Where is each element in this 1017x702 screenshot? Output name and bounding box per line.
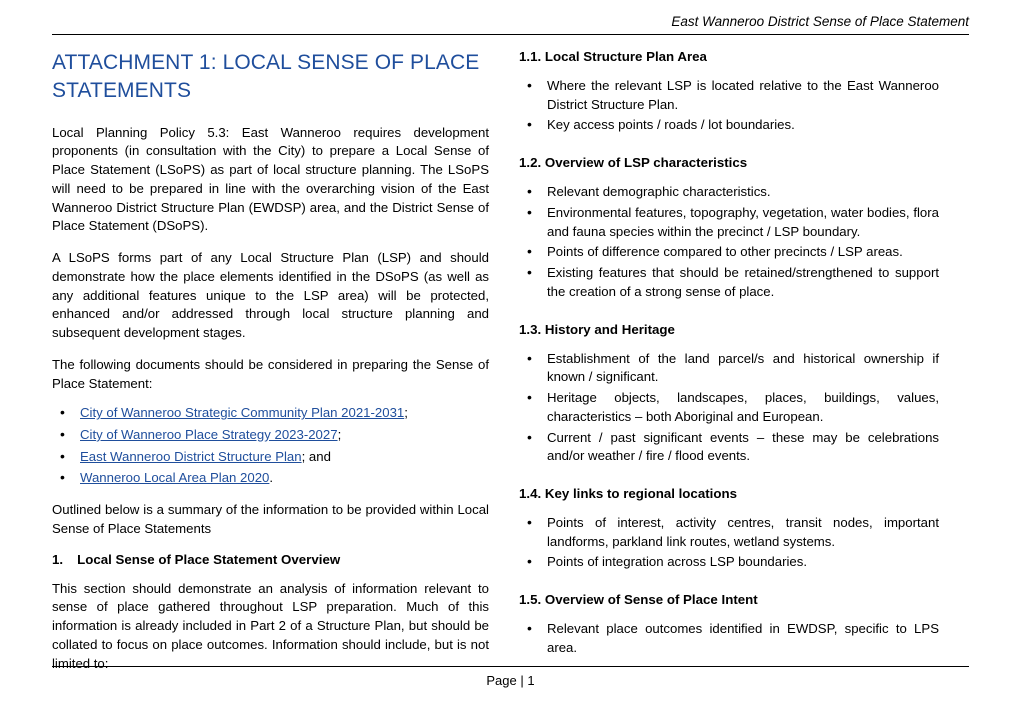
link-suffix: ; and bbox=[301, 448, 331, 464]
link-local-area-plan[interactable]: Wanneroo Local Area Plan 2020 bbox=[80, 470, 270, 486]
intro-paragraph-2: A LSoPS forms part of any Local Structure Plan (LSP) and should demonstrate how the place elements identified in the DSoPS (as well as any additional features unique to the LSP area) will be protected, enhanced and/or addressed through local structure planning and subsequent development stages. bbox=[52, 250, 489, 341]
link-suffix: . bbox=[269, 470, 274, 486]
bullets-1-3 bbox=[519, 350, 939, 466]
page-footer bbox=[52, 666, 969, 688]
list-item: • Environmental features, topography, vegetation, water bodies, flora and fauna species within the precinct / LSP boundary. bbox=[519, 204, 939, 241]
running-title: East Wanneroo District Sense of Place Statement bbox=[671, 14, 969, 29]
list-item: • Current / past significant events – these may be celebrations and/or weather / fire / flood events. bbox=[519, 429, 939, 466]
intro-paragraph-4: Outlined below is a summary of the information to be provided within Local Sense of Place Statements bbox=[52, 502, 489, 536]
list-item bbox=[52, 426, 489, 445]
page-header bbox=[52, 14, 969, 34]
list-item: • Existing features that should be retained/strengthened to support the creation of a strong sense of place. bbox=[519, 264, 939, 301]
right-column bbox=[519, 49, 939, 671]
link-suffix: ; bbox=[337, 426, 342, 442]
list-item: • Points of integration across LSP boundaries. bbox=[519, 553, 939, 572]
list-item: • Where the relevant LSP is located relative to the East Wanneroo District Structure Plan. bbox=[519, 77, 939, 114]
heading-1-1: 1.1. Local Structure Plan Area bbox=[519, 49, 707, 64]
bullets-1-5 bbox=[519, 620, 939, 657]
list-item: • Relevant place outcomes identified in EWDSP, specific to LPS area. bbox=[519, 620, 939, 657]
left-column bbox=[52, 49, 489, 686]
link-place-strategy[interactable]: City of Wanneroo Place Strategy 2023-2027 bbox=[80, 426, 338, 442]
section-title: Local Sense of Place Statement Overview bbox=[77, 551, 341, 567]
section-1-paragraph: This section should demonstrate an analysis of information relevant to sense of place gathered throughout LSP preparation. Much of this information is already included in Part 2 of a Structure Plan, but should be collated to focus on place outcomes. Information should include, but is not limited to: bbox=[52, 580, 489, 671]
list-item: • Points of difference compared to other precincts / LSP areas. bbox=[519, 243, 939, 262]
list-item bbox=[52, 404, 489, 423]
heading-1-4: 1.4. Key links to regional locations bbox=[519, 486, 737, 502]
reference-documents-list bbox=[52, 404, 489, 488]
bullets-1-2 bbox=[519, 183, 939, 301]
page-title: ATTACHMENT 1: LOCAL SENSE OF PLACE STATEMENTS bbox=[52, 51, 480, 103]
list-item: • Key access points / roads / lot boundaries. bbox=[519, 116, 939, 135]
heading-1-3: 1.3. History and Heritage bbox=[519, 321, 675, 337]
footer-divider bbox=[52, 666, 969, 667]
heading-1-2: 1.2. Overview of LSP characteristics bbox=[519, 155, 748, 171]
intro-paragraph-1: Local Planning Policy 5.3: East Wanneroo requires development proponents (in consultation with the City) to prepare a Local Sense of Place Statement (LSoPS) as part of local structure planning. The LSoPS will need to be prepared in line with the overarching vision of the East Wanneroo District Structure Plan (EWDSP) area, and the District Sense of Place Statement (DSoPS). bbox=[52, 124, 489, 234]
two-column-body bbox=[52, 49, 969, 686]
list-item bbox=[52, 469, 489, 488]
list-item: • Establishment of the land parcel/s and historical ownership if known / significant. bbox=[519, 350, 939, 387]
section-1-heading bbox=[52, 552, 489, 567]
heading-1-5: 1.5. Overview of Sense of Place Intent bbox=[519, 592, 758, 608]
bullets-1-4 bbox=[519, 514, 939, 572]
link-district-structure-plan[interactable]: East Wanneroo District Structure Plan bbox=[80, 448, 302, 464]
header-divider bbox=[52, 34, 969, 35]
list-item: • Heritage objects, landscapes, places, buildings, values, characteristics – both Aboriginal and European. bbox=[519, 389, 939, 426]
page-number: Page | 1 bbox=[486, 673, 535, 688]
list-item: • Points of interest, activity centres, transit nodes, important landforms, parkland link routes, wetland systems. bbox=[519, 514, 939, 551]
link-strategic-community-plan[interactable]: City of Wanneroo Strategic Community Plan 2021-2031 bbox=[80, 405, 405, 421]
list-item bbox=[52, 448, 489, 467]
link-suffix: ; bbox=[404, 405, 408, 421]
list-item: • Relevant demographic characteristics. bbox=[519, 183, 939, 202]
section-number: 1. bbox=[52, 551, 64, 567]
bullets-1-1 bbox=[519, 77, 939, 135]
intro-paragraph-3: The following documents should be considered in preparing the Sense of Place Statement: bbox=[52, 356, 489, 391]
